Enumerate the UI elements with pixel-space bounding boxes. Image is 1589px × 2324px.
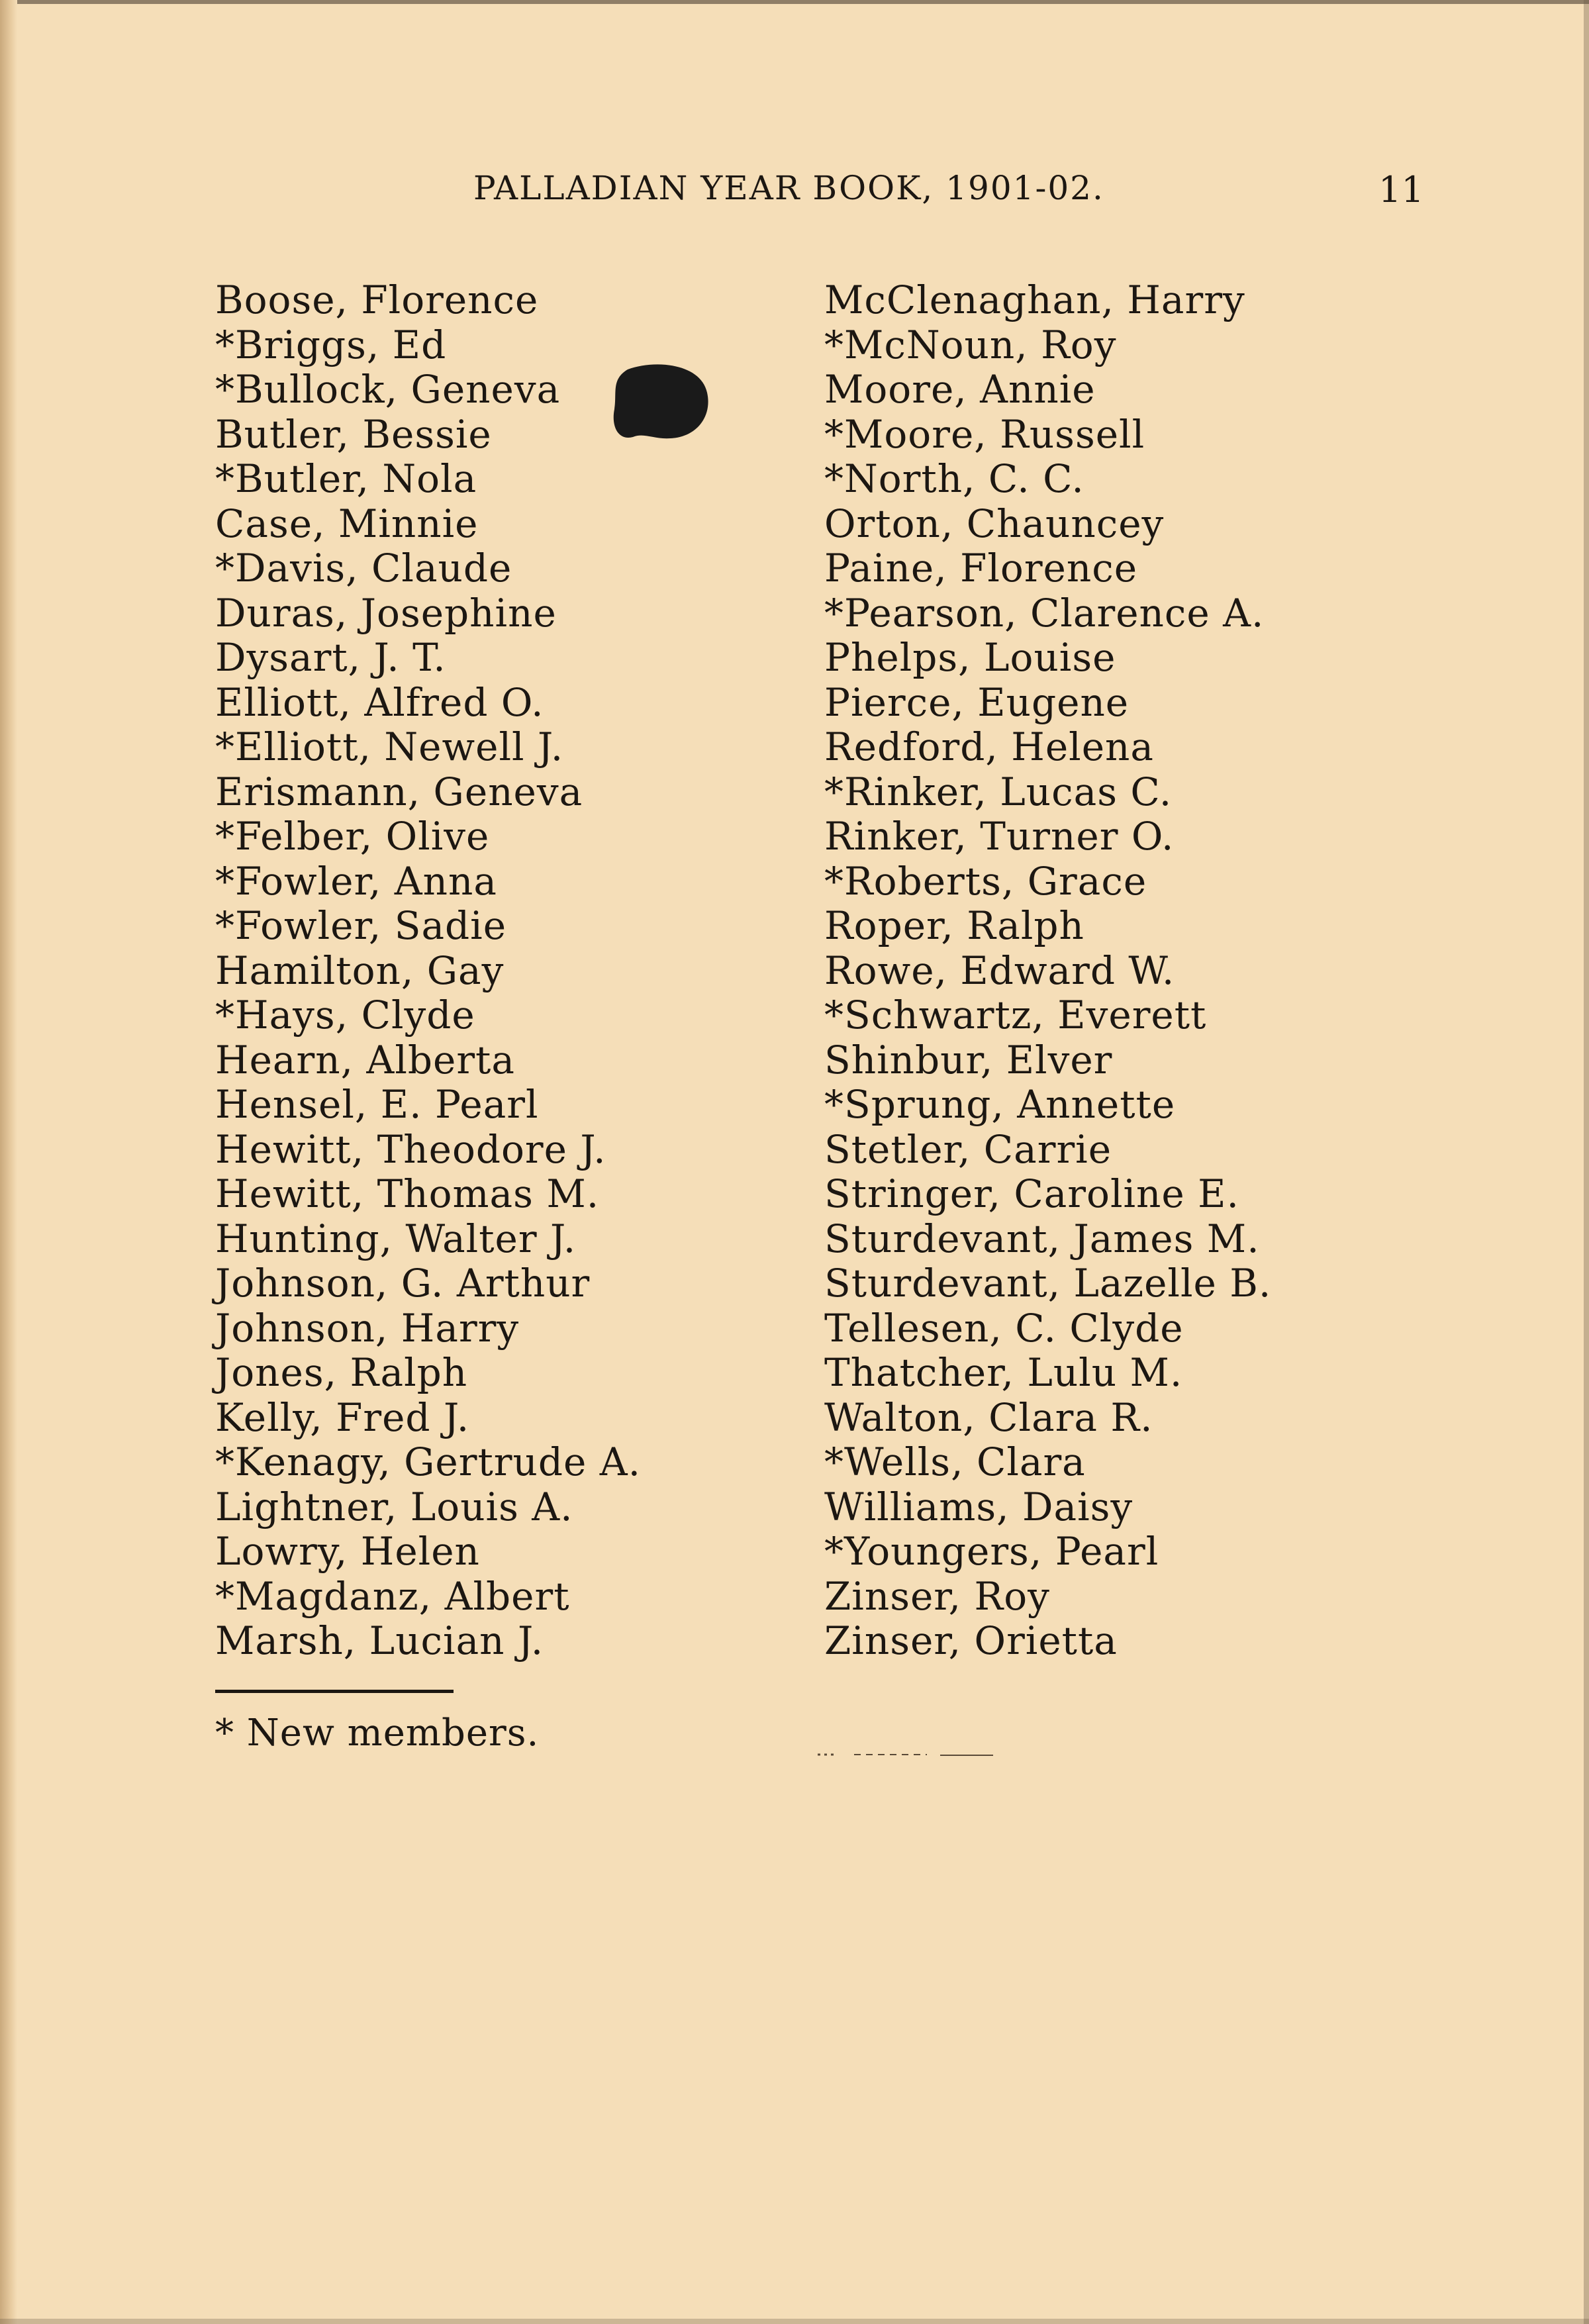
member-name: *McNoun, Roy xyxy=(824,322,1117,367)
member-name: Hunting, Walter J. xyxy=(215,1216,577,1261)
member-name: *Rinker, Lucas C. xyxy=(824,769,1173,814)
binding-edge xyxy=(0,0,17,2324)
member-name: *Fowler, Anna xyxy=(215,858,497,904)
right-page-edge xyxy=(1584,0,1589,2324)
member-name: Kelly, Fred J. xyxy=(215,1394,470,1440)
member-name: Tellesen, C. Clyde xyxy=(824,1305,1184,1351)
member-name: Stetler, Carrie xyxy=(824,1126,1112,1172)
member-name: Lightner, Louis A. xyxy=(215,1484,573,1529)
member-name: Rinker, Turner O. xyxy=(824,814,1175,859)
footnote-rule xyxy=(215,1690,454,1693)
member-name: *Wells, Clara xyxy=(824,1439,1086,1484)
footnote: * New members. xyxy=(215,1712,540,1755)
member-name: Williams, Daisy xyxy=(824,1484,1133,1529)
member-name: *Schwartz, Everett xyxy=(824,993,1207,1038)
member-name: Hewitt, Theodore J. xyxy=(215,1126,606,1172)
member-name: Moore, Annie xyxy=(824,367,1096,412)
member-name: *Youngers, Pearl xyxy=(824,1529,1159,1574)
member-name: *Davis, Claude xyxy=(215,546,512,591)
member-name: Sturdevant, Lazelle B. xyxy=(824,1261,1272,1306)
member-name: Duras, Josephine xyxy=(215,590,557,636)
member-name: Jones, Ralph xyxy=(215,1350,468,1395)
member-list-right xyxy=(824,278,1271,1664)
member-name: McClenaghan, Harry xyxy=(824,277,1245,322)
ink-blot-stain xyxy=(608,363,714,442)
member-name: Case, Minnie xyxy=(215,501,479,546)
member-name: Sturdevant, James M. xyxy=(824,1216,1260,1261)
member-name: Hamilton, Gay xyxy=(215,947,505,993)
member-name: *Briggs, Ed xyxy=(215,322,447,367)
member-name: *Roberts, Grace xyxy=(824,858,1147,904)
member-name: Boose, Florence xyxy=(215,277,539,322)
member-name: Hearn, Alberta xyxy=(215,1037,515,1083)
member-name: Johnson, Harry xyxy=(215,1305,520,1351)
member-name: *Magdanz, Albert xyxy=(215,1573,570,1619)
member-name: Orton, Chauncey xyxy=(824,501,1165,546)
member-name: Walton, Clara R. xyxy=(824,1394,1153,1440)
member-name: Marsh, Lucian J. xyxy=(215,1618,544,1663)
member-name: Johnson, G. Arthur xyxy=(215,1261,591,1306)
member-name: Roper, Ralph xyxy=(824,903,1084,948)
member-name: Zinser, Orietta xyxy=(824,1618,1118,1663)
member-name: *Fowler, Sadie xyxy=(215,903,507,948)
member-name: *Kenagy, Gertrude A. xyxy=(215,1439,642,1484)
member-name: Paine, Florence xyxy=(824,546,1138,591)
member-name: *Moore, Russell xyxy=(824,411,1145,457)
member-name: Phelps, Louise xyxy=(824,635,1116,680)
member-name: Butler, Bessie xyxy=(215,411,492,457)
member-name: Hensel, E. Pearl xyxy=(215,1082,539,1127)
member-name: *Pearson, Clarence A. xyxy=(824,590,1265,636)
member-name: Dysart, J. T. xyxy=(215,635,446,680)
page-number: 11 xyxy=(1378,169,1424,211)
member-name: Pierce, Eugene xyxy=(824,679,1130,725)
member-name: Lowry, Helen xyxy=(215,1529,480,1574)
member-name: *Butler, Nola xyxy=(215,456,477,501)
bottom-page-edge xyxy=(0,2319,1589,2324)
member-name: *Elliott, Newell J. xyxy=(215,724,564,769)
member-list-left xyxy=(215,278,641,1664)
member-name: Shinbur, Elver xyxy=(824,1037,1113,1083)
member-name: *Felber, Olive xyxy=(215,814,490,859)
member-name: Zinser, Roy xyxy=(824,1573,1050,1619)
running-title: PALLADIAN YEAR BOOK, 1901-02. xyxy=(473,169,1104,207)
member-name: Erismann, Geneva xyxy=(215,769,583,814)
member-name: *Bullock, Geneva xyxy=(215,367,561,412)
member-name: *Sprung, Annette xyxy=(824,1082,1176,1127)
member-name: Hewitt, Thomas M. xyxy=(215,1171,600,1216)
top-page-edge xyxy=(0,0,1589,4)
member-name: Stringer, Caroline E. xyxy=(824,1171,1239,1216)
stray-pencil-marks xyxy=(814,1748,1000,1761)
member-name: *Hays, Clyde xyxy=(215,993,475,1038)
member-name: Redford, Helena xyxy=(824,724,1154,769)
member-name: *North, C. C. xyxy=(824,456,1084,501)
member-name: Thatcher, Lulu M. xyxy=(824,1350,1183,1395)
member-name: Rowe, Edward W. xyxy=(824,947,1175,993)
member-name: Elliott, Alfred O. xyxy=(215,679,544,725)
